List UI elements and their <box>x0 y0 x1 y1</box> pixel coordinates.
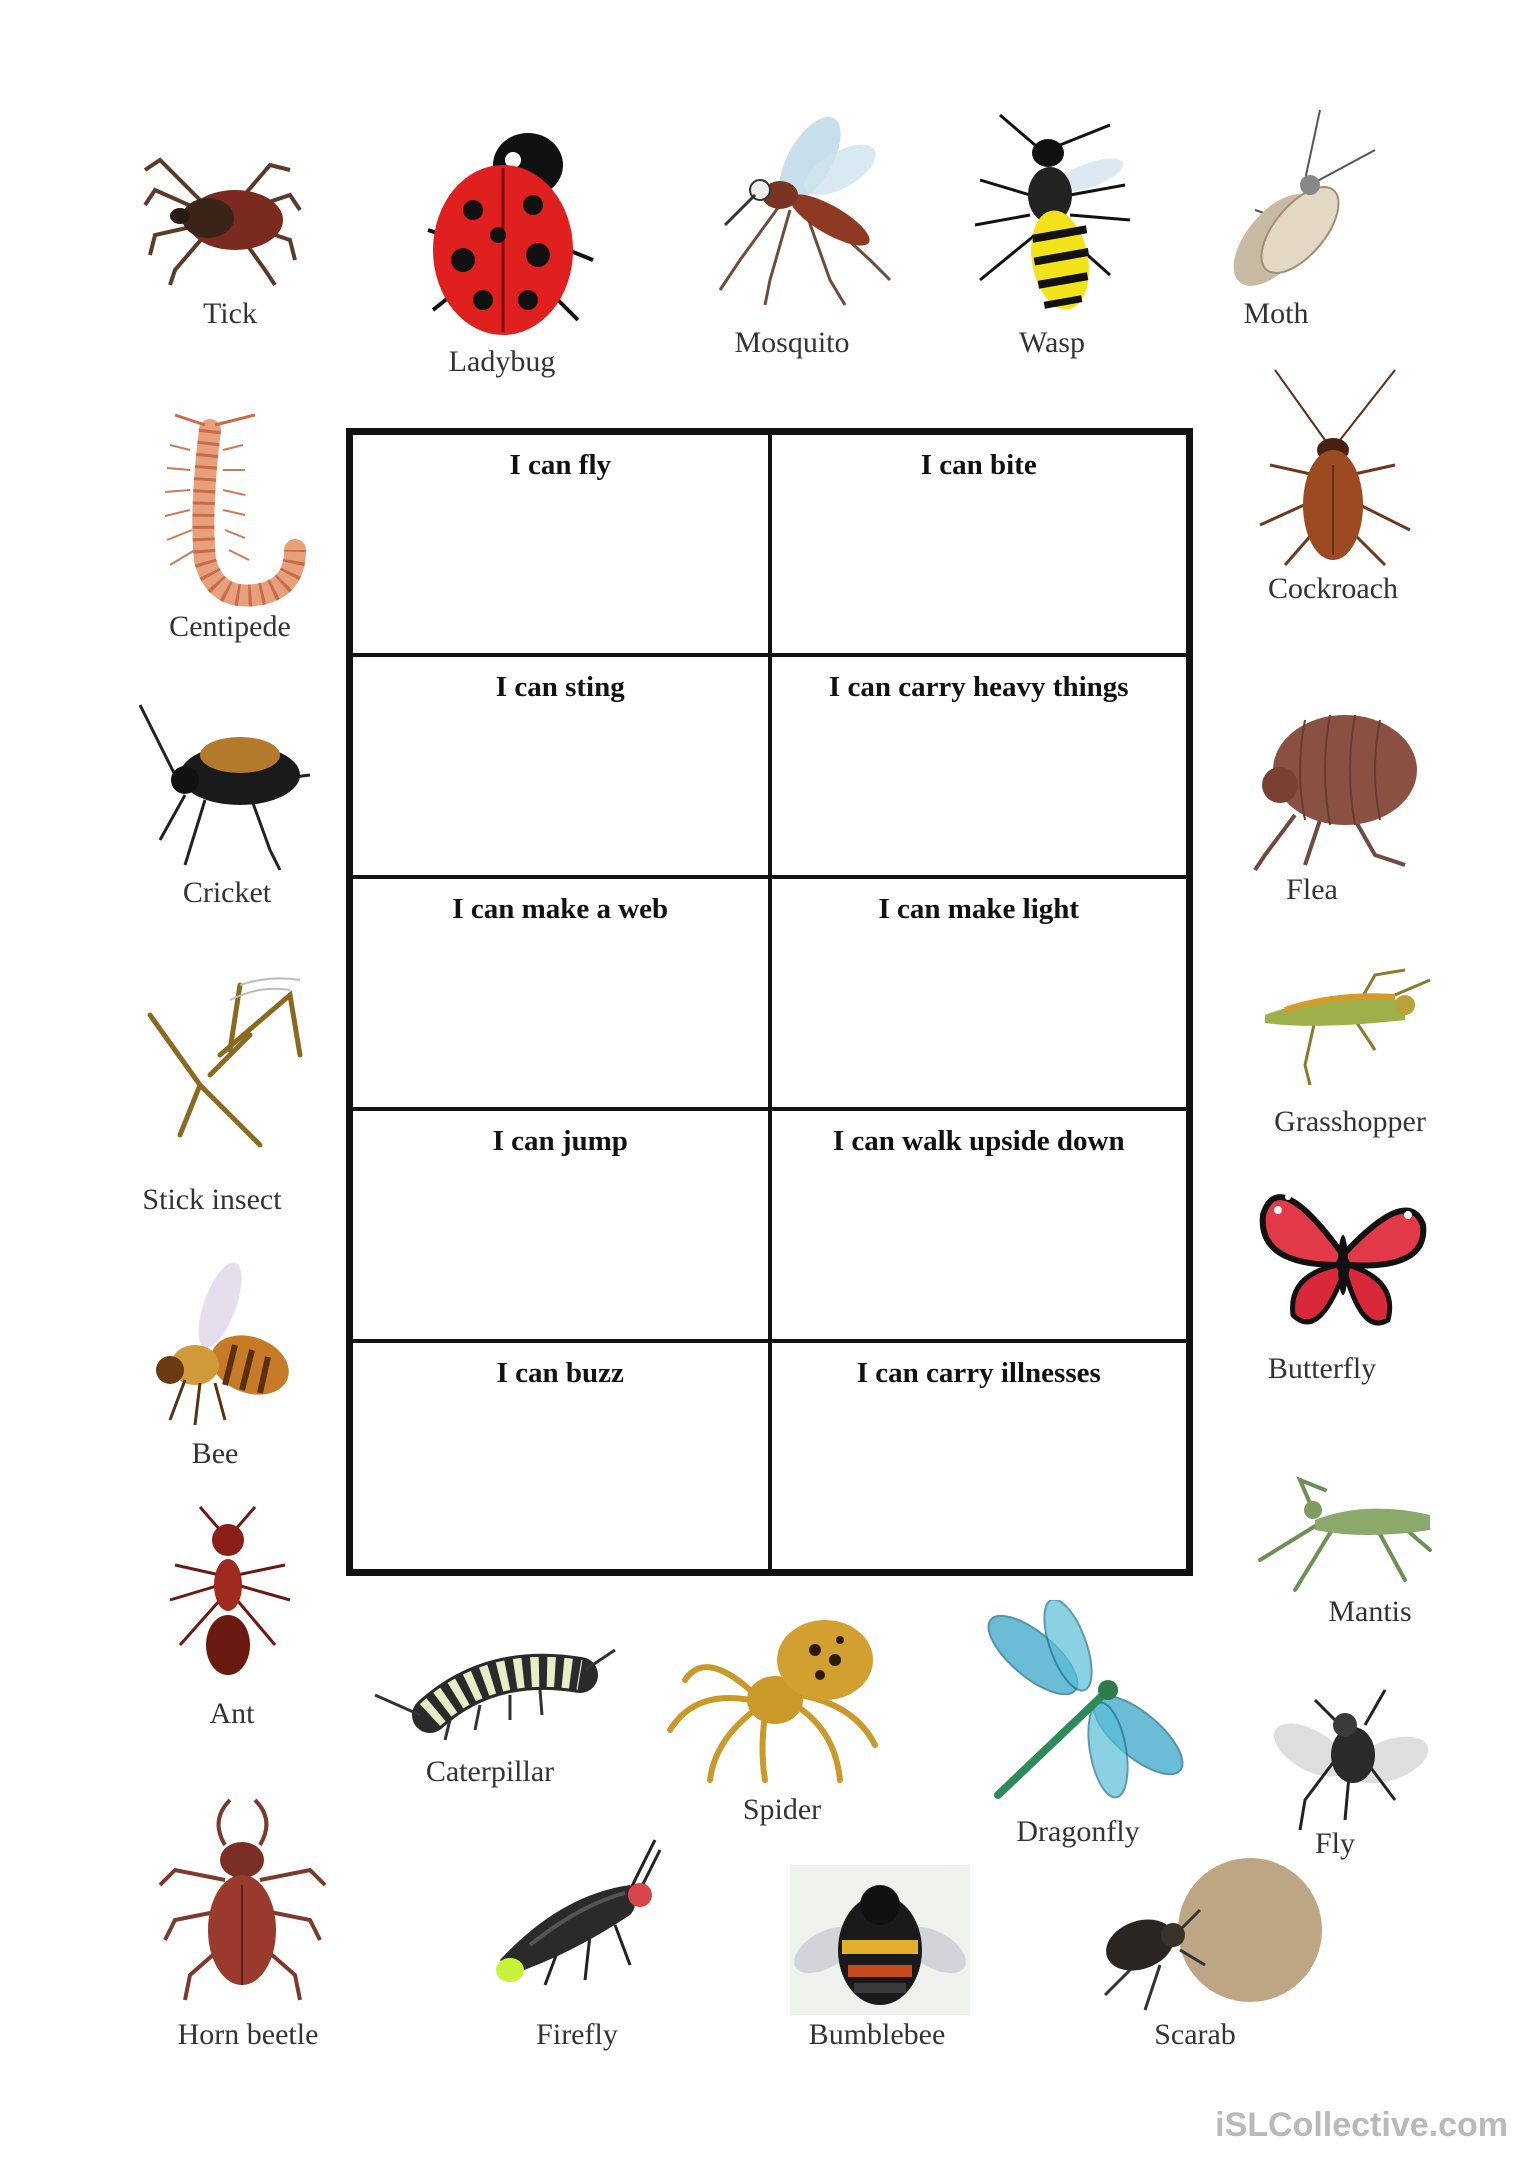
fly-label: Fly <box>1314 1827 1356 1860</box>
wasp-label: Wasp <box>1019 326 1085 359</box>
ladybug-picture <box>418 120 598 340</box>
cricket-picture <box>130 700 315 880</box>
firefly-picture <box>490 1835 670 2000</box>
horn-beetle-picture <box>150 1790 335 2005</box>
bumblebee-label: Bumblebee <box>808 2018 946 2051</box>
table-cell <box>351 433 770 655</box>
wasp-picture <box>960 105 1150 320</box>
ant-picture <box>165 1505 295 1680</box>
cell-heading: I can sting <box>495 671 625 703</box>
cricket-label: Cricket <box>182 876 272 909</box>
centipede-picture <box>145 410 315 610</box>
cell-heading: I can fly <box>509 449 611 481</box>
caterpillar-picture <box>370 1620 620 1745</box>
grasshopper-label: Grasshopper <box>1274 1105 1426 1138</box>
mosquito-picture <box>710 110 895 310</box>
cell-heading: I can make light <box>878 893 1080 925</box>
watermark: iSLCollective.com <box>1215 2106 1508 2144</box>
spider-picture <box>665 1610 895 1790</box>
dragonfly-label: Dragonfly <box>1016 1815 1140 1848</box>
table-cell <box>770 1109 1189 1341</box>
caterpillar-label: Caterpillar <box>425 1755 555 1788</box>
flea-label: Flea <box>1286 873 1338 906</box>
mosquito-label: Mosquito <box>734 326 850 359</box>
table-cell <box>351 1341 770 1571</box>
bee-label: Bee <box>191 1437 239 1470</box>
cell-heading: I can walk upside down <box>832 1125 1125 1157</box>
centipede-label: Centipede <box>169 610 291 643</box>
butterfly-label: Butterfly <box>1267 1352 1377 1385</box>
table-cell <box>351 655 770 877</box>
firefly-label: Firefly <box>536 2018 618 2051</box>
cockroach-label: Cockroach <box>1268 572 1398 605</box>
spider-label: Spider <box>742 1793 822 1826</box>
scarab-picture <box>1085 1855 1335 2015</box>
mantis-picture <box>1255 1470 1435 1595</box>
stick-insect-picture <box>140 975 310 1150</box>
cell-heading: I can buzz <box>496 1357 624 1389</box>
tick-picture <box>140 130 305 290</box>
table-cell <box>351 877 770 1109</box>
cell-heading: I can make a web <box>452 893 669 925</box>
dragonfly-picture <box>978 1600 1198 1800</box>
bee-picture <box>140 1255 290 1430</box>
table-cell <box>351 1109 770 1341</box>
ladybug-label: Ladybug <box>448 345 556 378</box>
moth-label: Moth <box>1243 297 1309 330</box>
horn-beetle-label: Horn beetle <box>177 2018 319 2051</box>
table-cell <box>770 655 1189 877</box>
table-cell <box>770 433 1189 655</box>
cockroach-picture <box>1245 365 1425 570</box>
cell-heading: I can jump <box>492 1125 628 1157</box>
stick-insect-label: Stick insect <box>142 1183 282 1216</box>
ant-label: Ant <box>209 1697 255 1730</box>
table-cell <box>770 877 1189 1109</box>
fly-picture <box>1265 1680 1430 1840</box>
tick-label: Tick <box>203 297 257 330</box>
mantis-label: Mantis <box>1328 1595 1412 1628</box>
moth-picture <box>1205 100 1380 300</box>
scarab-label: Scarab <box>1154 2018 1236 2051</box>
flea-picture <box>1245 705 1420 875</box>
table-cell <box>770 1341 1189 1571</box>
cell-heading: I can carry illnesses <box>856 1357 1101 1389</box>
grasshopper-picture <box>1255 965 1435 1090</box>
bumblebee-picture <box>790 1865 970 2015</box>
cell-heading: I can bite <box>920 449 1037 481</box>
butterfly-picture <box>1258 1175 1428 1340</box>
cell-heading: I can carry heavy things <box>828 671 1129 703</box>
abilities-table <box>346 428 1193 1576</box>
